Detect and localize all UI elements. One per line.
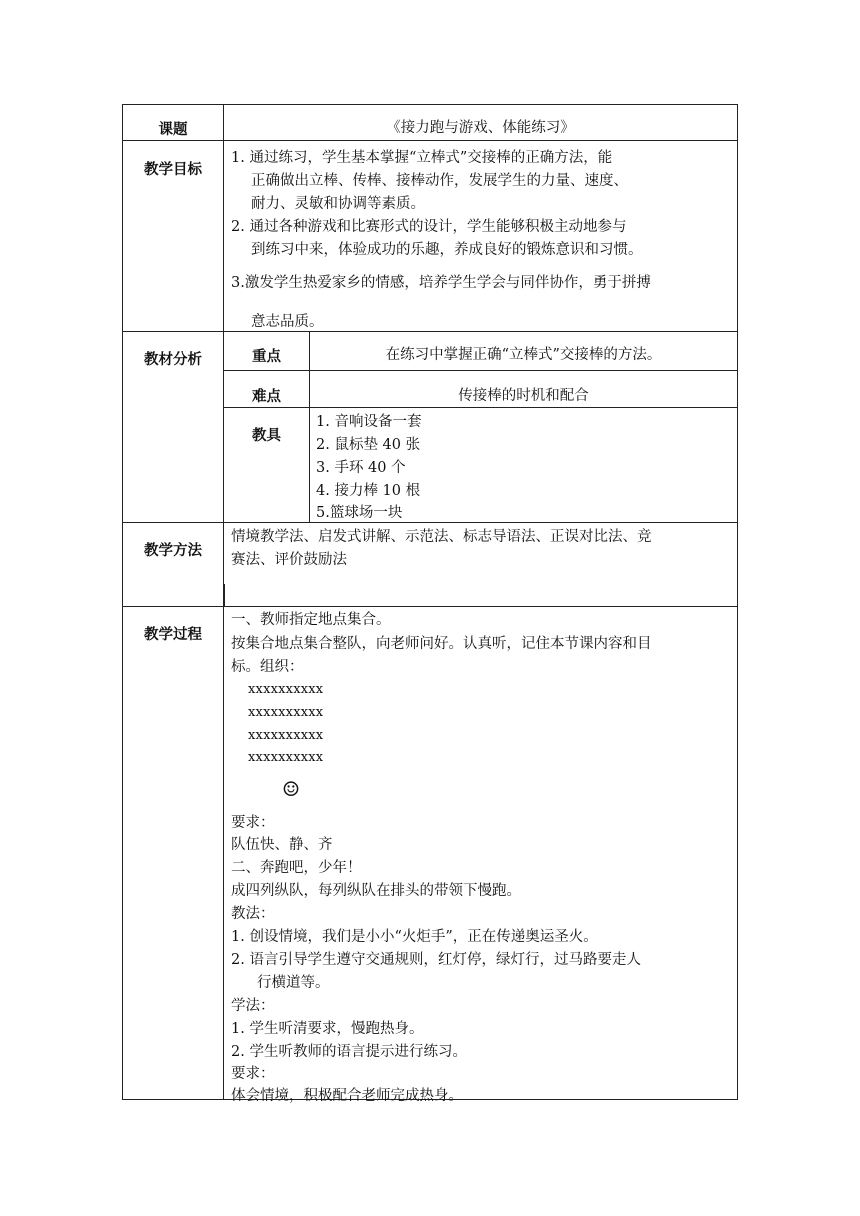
- process-line: 要求：: [231, 815, 275, 831]
- process-line: 队伍快、静、齐: [231, 837, 333, 853]
- formation-row: xxxxxxxxxx: [248, 682, 324, 697]
- equipment-item: 4. 接力棒 10 根: [316, 483, 421, 499]
- equipment-row: [224, 408, 737, 522]
- process-line: 教法：: [231, 906, 275, 922]
- process-row: [123, 607, 737, 1104]
- difficulty-value: 传接棒的时机和配合: [458, 388, 589, 404]
- methods-inner-rule: [224, 584, 225, 607]
- process-line: 体会情境，积极配合老师完成热身。: [231, 1088, 463, 1104]
- topic-row: [123, 105, 737, 141]
- objectives-line: 到练习中来，体验成功的乐趣，养成良好的锻炼意识和习惯。: [251, 242, 643, 258]
- process-line: 按集合地点集合整队，向老师问好。认真听，记住本节课内容和目: [231, 636, 652, 652]
- process-content-cell: [224, 607, 737, 1104]
- process-label-cell: [123, 607, 224, 1099]
- topic-value: 《接力跑与游戏、体能练习》: [386, 120, 575, 136]
- key-point-label-cell: [224, 332, 310, 370]
- difficulty-label-cell: [224, 371, 310, 407]
- process-line: 要求：: [231, 1066, 275, 1082]
- topic-content-cell: [224, 105, 737, 140]
- key-point-label: 重点: [252, 349, 281, 365]
- process-line: 2. 学生听教师的语言提示进行练习。: [231, 1044, 467, 1060]
- key-point-value: 在练习中掌握正确“立棒式”交接棒的方法。: [385, 347, 662, 363]
- equipment-item: 1. 音响设备一套: [316, 414, 422, 430]
- topic-label-cell: [123, 105, 224, 140]
- objectives-content-cell: [224, 141, 737, 331]
- objectives-line: 耐力、灵敏和协调等素质。: [251, 196, 425, 212]
- formation-row: xxxxxxxxxx: [248, 750, 324, 765]
- equipment-content: [310, 408, 737, 522]
- lesson-plan-table: [122, 104, 738, 1104]
- process-line: 二、奔跑吧，少年！: [231, 860, 362, 876]
- process-label: 教学过程: [144, 627, 202, 643]
- process-line: 1. 创设情境，我们是小小“火炬手”，正在传递奥运圣火。: [231, 929, 598, 945]
- teacher-smiley-icon: ☺: [282, 777, 300, 801]
- equipment-item: 2. 鼠标垫 40 张: [316, 437, 421, 453]
- objectives-line: 3.激发学生热爱家乡的情感，培养学生学会与同伴协作，勇于拼搏: [231, 275, 651, 291]
- difficulty-content: [310, 371, 737, 407]
- objectives-line: 意志品质。: [251, 314, 324, 330]
- objectives-line: 2. 通过各种游戏和比赛形式的设计，学生能够积极主动地参与: [231, 219, 627, 235]
- methods-content-cell: [224, 523, 737, 606]
- objectives-line: 1. 通过练习，学生基本掌握“立棒式”交接棒的正确方法，能: [231, 150, 613, 166]
- process-line: 学法：: [231, 998, 275, 1014]
- difficulty-label: 难点: [252, 389, 281, 405]
- process-line: 一、教师指定地点集合。: [231, 612, 391, 628]
- process-line: 2. 语言引导学生遵守交通规则，红灯停，绿灯行，过马路要走人: [231, 952, 641, 968]
- process-line: 1. 学生听清要求，慢跑热身。: [231, 1021, 424, 1037]
- objectives-label: 教学目标: [144, 162, 202, 178]
- material-row: [123, 332, 737, 523]
- process-line: 标。组织：: [231, 659, 304, 675]
- objectives-label-cell: [123, 141, 224, 331]
- process-line: 行横道等。: [257, 975, 330, 991]
- methods-label: 教学方法: [144, 543, 202, 559]
- methods-row: [123, 523, 737, 607]
- equipment-label-cell: [224, 408, 310, 522]
- formation-row: xxxxxxxxxx: [248, 728, 324, 743]
- methods-label-cell: [123, 523, 224, 606]
- difficulty-row: [224, 371, 737, 408]
- methods-line: 情境教学法、启发式讲解、示范法、标志导语法、正误对比法、竞: [231, 529, 652, 545]
- methods-line: 赛法、评价鼓励法: [231, 552, 347, 568]
- material-label: 教材分析: [144, 352, 202, 368]
- key-point-row: [224, 332, 737, 371]
- material-label-cell: [123, 332, 224, 522]
- topic-label: 课题: [158, 122, 188, 138]
- key-point-content: [310, 332, 737, 370]
- objectives-line: 正确做出立棒、传棒、接棒动作，发展学生的力量、速度、: [251, 173, 628, 189]
- equipment-label: 教具: [252, 428, 281, 444]
- objectives-row: [123, 141, 737, 332]
- equipment-item: 3. 手环 40 个: [316, 460, 406, 476]
- equipment-item: 5.篮球场一块: [316, 505, 403, 521]
- formation-row: xxxxxxxxxx: [248, 705, 324, 720]
- process-line: 成四列纵队，每列纵队在排头的带领下慢跑。: [231, 883, 521, 899]
- material-content-cell: [224, 332, 737, 522]
